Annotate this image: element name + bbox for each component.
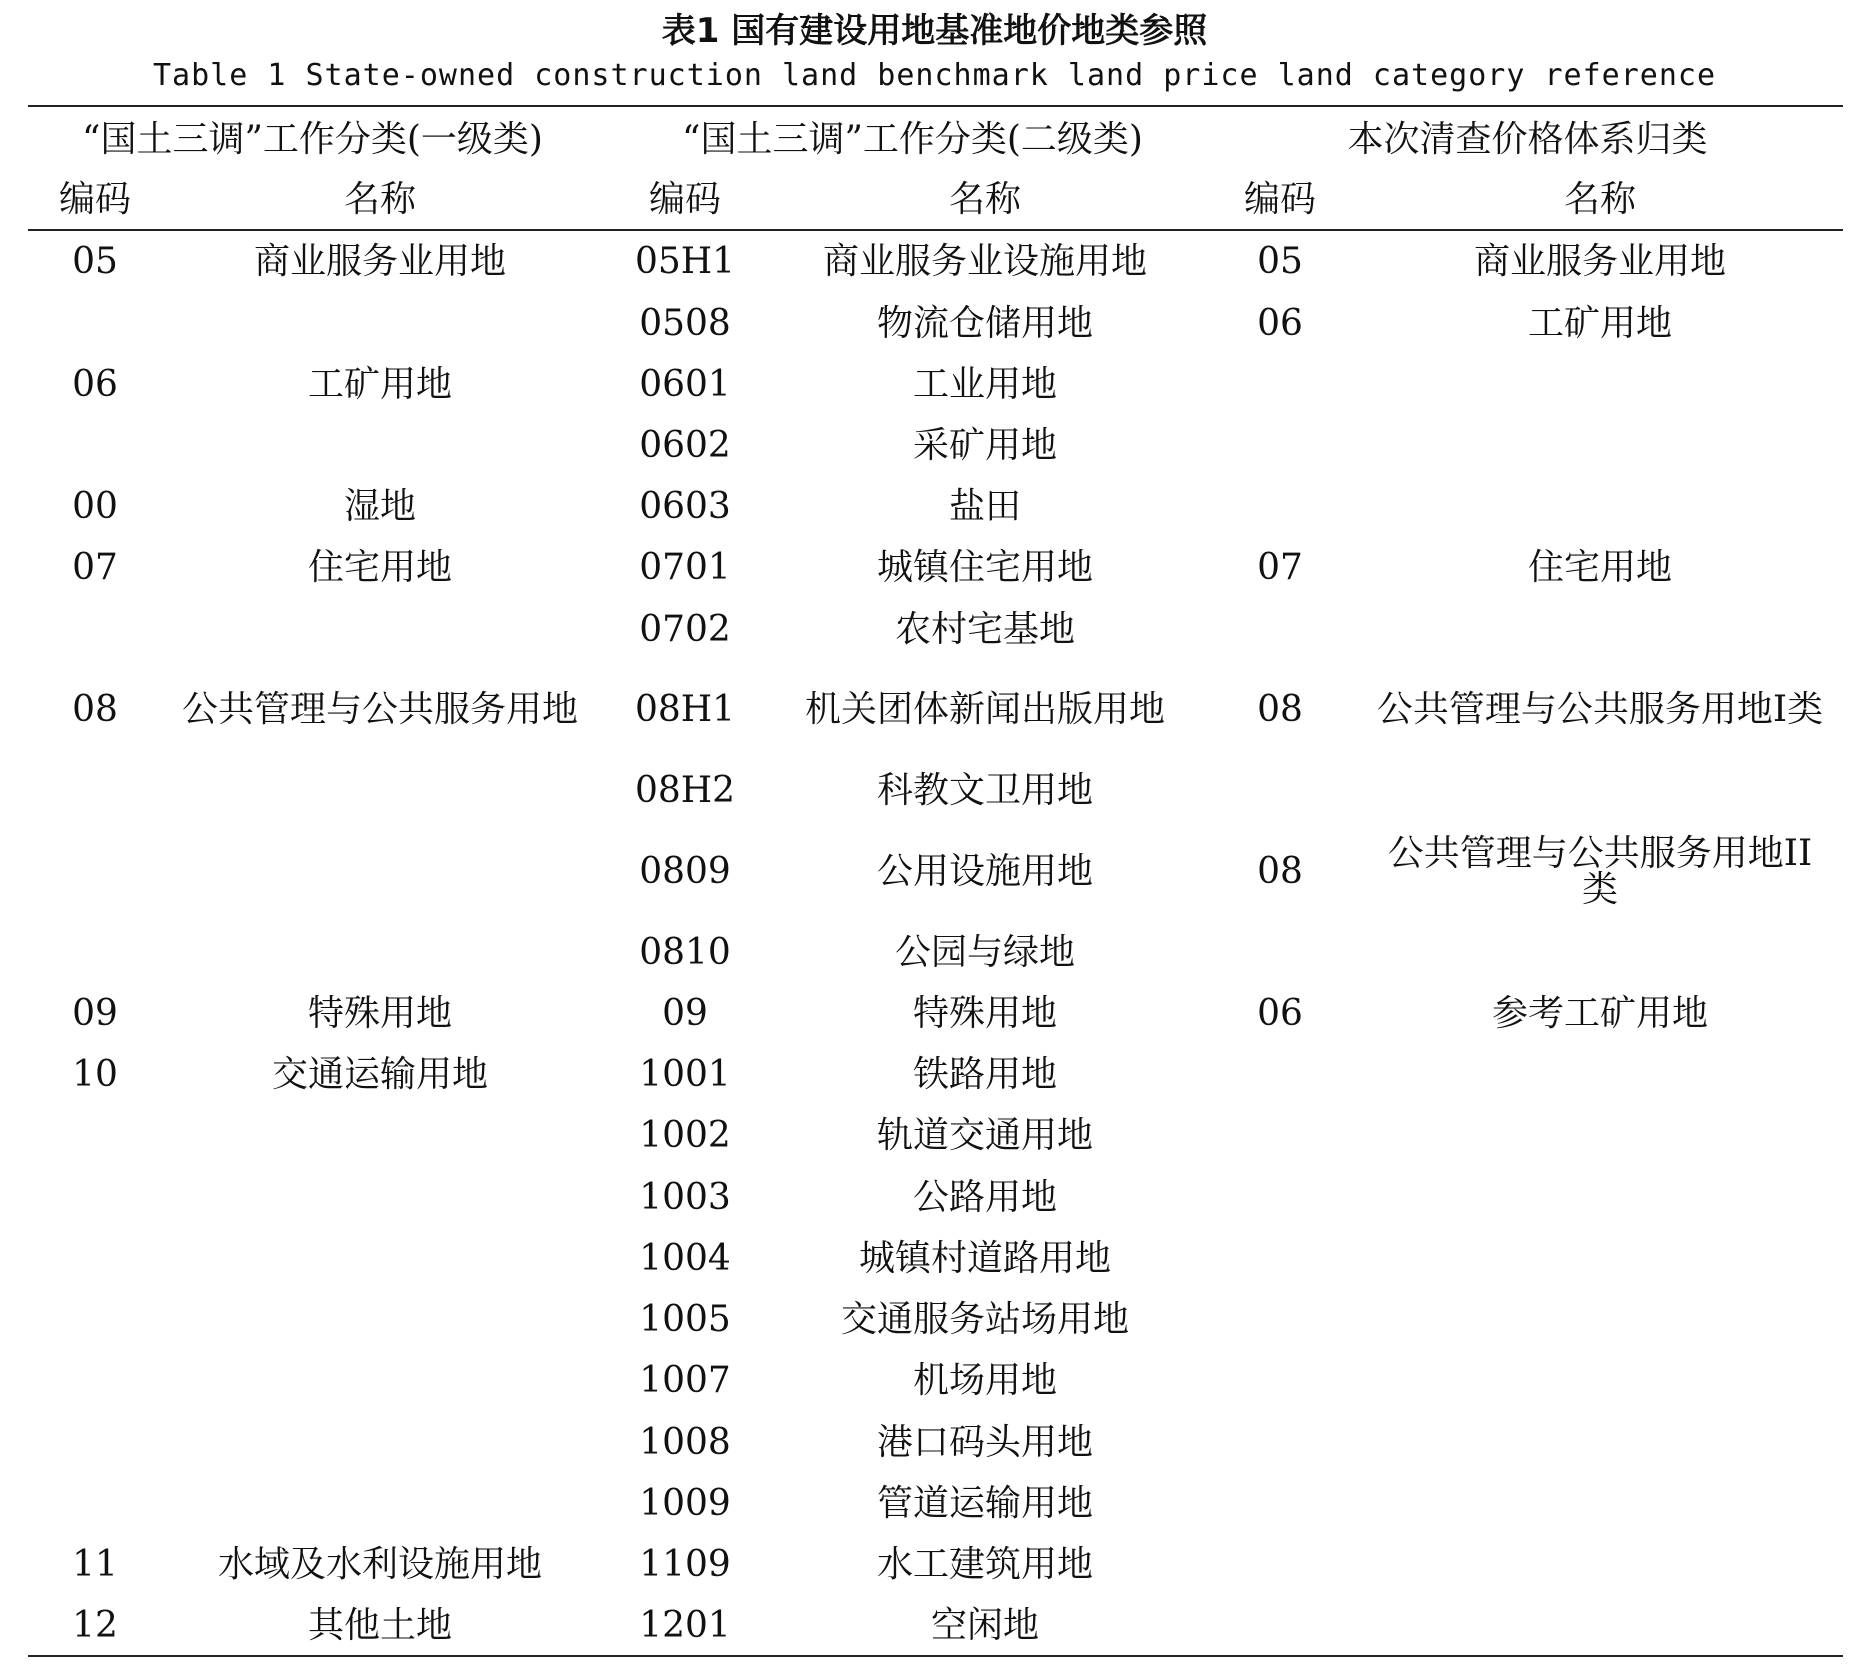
- level1-code: 09: [72, 993, 118, 1034]
- level1-name: 特殊用地: [307, 993, 452, 1034]
- level1-code: 07: [72, 547, 118, 588]
- level2-code: 0602: [639, 425, 731, 466]
- level2-name: 机关团体新闻出版用地: [804, 689, 1165, 730]
- level2-name: 工业用地: [912, 364, 1057, 405]
- level2-code: 0810: [639, 932, 731, 973]
- level2-name: 轨道交通用地: [876, 1115, 1093, 1156]
- level2-code: 1002: [639, 1115, 731, 1156]
- top-rule: [28, 105, 1843, 107]
- classification-code: 08: [1257, 689, 1303, 730]
- classification-code: 05: [1257, 241, 1303, 282]
- level2-name: 港口码头用地: [876, 1422, 1093, 1463]
- classification-name: 住宅用地: [1527, 547, 1672, 588]
- level2-name: 商业服务业设施用地: [822, 241, 1147, 282]
- level2-code: 1007: [639, 1360, 731, 1401]
- level2-code: 08H1: [634, 689, 736, 730]
- level2-name: 城镇村道路用地: [858, 1238, 1111, 1279]
- level2-name: 城镇住宅用地: [876, 547, 1093, 588]
- level2-code: 0601: [639, 364, 731, 405]
- header-code: 编码: [1243, 179, 1316, 220]
- level2-code: 1005: [639, 1299, 731, 1340]
- table-title-en: Table 1 State-owned construction land benchmark land price land category reference: [152, 58, 1717, 93]
- level2-code: 1004: [639, 1238, 731, 1279]
- header-group-classification: 本次清查价格体系归类: [1347, 119, 1708, 160]
- level2-name: 农村宅基地: [894, 609, 1075, 650]
- level2-code: 05H1: [634, 241, 736, 282]
- level2-name: 铁路用地: [912, 1054, 1057, 1095]
- level2-code: 0701: [639, 547, 731, 588]
- level1-name: 住宅用地: [307, 547, 452, 588]
- level2-name: 采矿用地: [912, 425, 1057, 466]
- level2-name: 物流仓储用地: [876, 303, 1093, 344]
- level2-code: 1001: [639, 1054, 731, 1095]
- level2-name: 公路用地: [912, 1177, 1057, 1218]
- header-name: 名称: [948, 179, 1021, 220]
- level2-code: 1109: [639, 1544, 731, 1585]
- level2-code: 1201: [639, 1605, 731, 1646]
- level2-code: 1009: [639, 1483, 731, 1524]
- level1-name: 工矿用地: [307, 364, 452, 405]
- header-name: 名称: [1563, 179, 1636, 220]
- classification-name: 工矿用地: [1527, 303, 1672, 344]
- level2-code: 0702: [639, 609, 731, 650]
- level1-code: 05: [72, 241, 118, 282]
- level1-code: 10: [72, 1054, 118, 1095]
- classification-name: 参考工矿用地: [1491, 993, 1708, 1034]
- header-rule: [28, 229, 1843, 231]
- classification-code: 07: [1257, 547, 1303, 588]
- table-title-cn: 表1 国有建设用地基准地价地类参照: [661, 11, 1208, 51]
- level2-name: 水工建筑用地: [876, 1544, 1093, 1585]
- level1-code: 11: [72, 1544, 118, 1585]
- classification-name: 商业服务业用地: [1473, 241, 1726, 282]
- classification-code: 06: [1257, 303, 1303, 344]
- level2-name: 公用设施用地: [876, 851, 1093, 892]
- header-group-level2: “国土三调”工作分类(二级类): [682, 119, 1143, 160]
- level2-name: 盐田: [948, 486, 1021, 527]
- level2-code: 0508: [639, 303, 731, 344]
- level1-code: 12: [72, 1605, 118, 1646]
- header-group-level1: “国土三调”工作分类(一级类): [82, 119, 543, 160]
- level2-name: 机场用地: [912, 1360, 1057, 1401]
- level1-code: 08: [72, 689, 118, 730]
- level2-name: 空闲地: [930, 1605, 1039, 1646]
- level2-code: 0809: [639, 851, 731, 892]
- level2-code: 1003: [639, 1177, 731, 1218]
- level2-code: 09: [662, 993, 708, 1034]
- level2-code: 0603: [639, 486, 731, 527]
- level1-code: 00: [72, 486, 118, 527]
- level1-name: 湿地: [343, 486, 416, 527]
- header-name: 名称: [343, 179, 416, 220]
- level1-name: 公共管理与公共服务用地: [181, 689, 578, 730]
- level2-name: 科教文卫用地: [876, 770, 1093, 811]
- level1-code: 06: [72, 364, 118, 405]
- level2-name: 交通服务站场用地: [840, 1299, 1129, 1340]
- classification-code: 06: [1257, 993, 1303, 1034]
- level1-name: 水域及水利设施用地: [217, 1544, 542, 1585]
- header-code: 编码: [58, 179, 131, 220]
- level1-name: 交通运输用地: [271, 1054, 488, 1095]
- level2-name: 管道运输用地: [876, 1483, 1093, 1524]
- classification-name: 公共管理与公共服务用地II类: [1387, 833, 1813, 910]
- header-code: 编码: [648, 179, 721, 220]
- level1-name: 商业服务业用地: [253, 241, 506, 282]
- classification-name: 公共管理与公共服务用地I类: [1376, 689, 1824, 730]
- level2-code: 08H2: [634, 770, 736, 811]
- classification-code: 08: [1257, 851, 1303, 892]
- level2-name: 特殊用地: [912, 993, 1057, 1034]
- level2-code: 1008: [639, 1422, 731, 1463]
- level1-name: 其他土地: [307, 1605, 452, 1646]
- level2-name: 公园与绿地: [894, 932, 1075, 973]
